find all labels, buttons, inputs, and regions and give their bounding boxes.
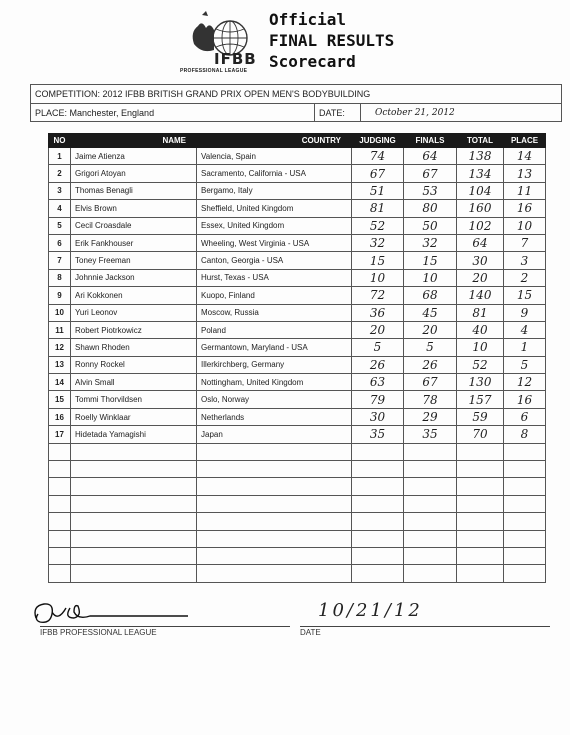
judging-score: 72 [352,287,404,304]
empty-cell [504,478,546,495]
empty-cell [49,547,71,564]
empty-cell [504,461,546,478]
empty-table-row [49,565,546,582]
judging-score: 20 [352,321,404,338]
finals-score: 26 [404,356,457,373]
table-row [49,252,546,269]
header-place: PLACE [504,134,546,148]
finals-score: 50 [404,217,457,234]
empty-cell [457,443,504,460]
judging-score: 67 [352,165,404,182]
empty-cell [49,513,71,530]
row-number: 13 [49,356,71,373]
row-number: 15 [49,391,71,408]
competitor-name: Erik Fankhouser [71,234,197,251]
row-number: 10 [49,304,71,321]
finals-score: 32 [404,234,457,251]
row-number: 16 [49,408,71,425]
competitor-name: Robert Piotrkowicz [71,321,197,338]
empty-cell [71,547,197,564]
header-total: TOTAL [457,134,504,148]
logo-subtext: PROFESSIONAL LEAGUE [180,68,248,74]
empty-table-row [49,461,546,478]
table-row [49,234,546,251]
finals-score: 10 [404,269,457,286]
finals-score: 35 [404,426,457,443]
competitor-name: Toney Freeman [71,252,197,269]
total-score: 30 [457,252,504,269]
finals-score: 68 [404,287,457,304]
empty-cell [71,478,197,495]
empty-cell [404,513,457,530]
empty-table-row [49,495,546,512]
header-finals: FINALS [404,134,457,148]
final-place: 1 [504,339,546,356]
table-row [49,287,546,304]
judging-score: 81 [352,200,404,217]
empty-cell [71,461,197,478]
total-score: 130 [457,374,504,391]
empty-table-row [49,478,546,495]
title-line-2: FINAL RESULTS [269,31,395,50]
total-score: 104 [457,182,504,199]
title-line-1: Official [269,10,347,29]
empty-cell [457,461,504,478]
competitor-name: Alvin Small [71,374,197,391]
row-number: 8 [49,269,71,286]
header-name: NAME [71,134,197,148]
competitor-country: Nottingham, United Kingdom [197,374,352,391]
final-place: 5 [504,356,546,373]
final-place: 9 [504,304,546,321]
empty-cell [457,547,504,564]
header-no: NO [49,134,71,148]
competitor-name: Cecil Croasdale [71,217,197,234]
table-row [49,217,546,234]
empty-cell [504,547,546,564]
total-score: 81 [457,304,504,321]
competitor-country: Sacramento, California - USA [197,165,352,182]
row-number: 14 [49,374,71,391]
competitor-country: Essex, United Kingdom [197,217,352,234]
total-score: 134 [457,165,504,182]
empty-cell [71,513,197,530]
table-row [49,356,546,373]
judging-score: 30 [352,408,404,425]
competitor-country: Japan [197,426,352,443]
competitor-country: Oslo, Norway [197,391,352,408]
final-place: 4 [504,321,546,338]
competitor-name: Thomas Benagli [71,182,197,199]
date-label: DATE: [315,104,361,121]
table-row [49,269,546,286]
judging-score: 51 [352,182,404,199]
page-title [269,9,394,72]
final-place: 14 [504,148,546,165]
empty-cell [197,461,352,478]
finals-score: 53 [404,182,457,199]
competitor-name: Grigori Atoyan [71,165,197,182]
empty-table-row [49,443,546,460]
finals-score: 45 [404,304,457,321]
total-score: 20 [457,269,504,286]
row-number: 9 [49,287,71,304]
empty-cell [504,443,546,460]
final-place: 2 [504,269,546,286]
signature-area [0,590,570,650]
final-place: 11 [504,182,546,199]
row-number: 6 [49,234,71,251]
finals-score: 64 [404,148,457,165]
final-place: 3 [504,252,546,269]
logo-text: IFBB [214,50,257,68]
table-row [49,321,546,338]
row-number: 17 [49,426,71,443]
empty-cell [457,495,504,512]
finals-score: 67 [404,165,457,182]
empty-cell [197,478,352,495]
row-number: 2 [49,165,71,182]
total-score: 64 [457,234,504,251]
row-number: 5 [49,217,71,234]
empty-cell [352,495,404,512]
competitor-country: Valencia, Spain [197,148,352,165]
empty-cell [457,513,504,530]
competition-row [31,85,561,103]
empty-table-row [49,513,546,530]
date-line [300,626,550,627]
total-score: 160 [457,200,504,217]
empty-cell [49,565,71,582]
empty-cell [404,495,457,512]
empty-table-row [49,547,546,564]
empty-cell [352,547,404,564]
competitor-country: Hurst, Texas - USA [197,269,352,286]
empty-cell [404,461,457,478]
table-row [49,304,546,321]
empty-cell [197,513,352,530]
empty-cell [504,565,546,582]
empty-table-row [49,530,546,547]
judging-score: 5 [352,339,404,356]
empty-cell [504,495,546,512]
total-score: 52 [457,356,504,373]
finals-score: 80 [404,200,457,217]
final-place: 13 [504,165,546,182]
empty-cell [49,443,71,460]
competitor-country: Netherlands [197,408,352,425]
empty-cell [352,461,404,478]
results-table [48,133,546,583]
final-place: 16 [504,200,546,217]
signature-line [40,626,290,627]
row-number: 11 [49,321,71,338]
results-body [49,148,546,583]
final-place: 12 [504,374,546,391]
empty-cell [352,513,404,530]
table-row [49,339,546,356]
date-value: October 21, 2012 [375,108,455,118]
competitor-name: Tommi Thorvildsen [71,391,197,408]
final-place: 16 [504,391,546,408]
empty-cell [197,565,352,582]
competition-label: COMPETITION: 2012 IFBB BRITISH GRAND PRIX OPEN MEN'S BODYBUILDING [35,89,371,99]
empty-cell [49,478,71,495]
table-row [49,391,546,408]
judging-score: 36 [352,304,404,321]
total-score: 138 [457,148,504,165]
empty-cell [352,530,404,547]
total-score: 70 [457,426,504,443]
empty-cell [457,478,504,495]
empty-cell [404,565,457,582]
handwritten-signature-icon [30,598,190,628]
handwritten-date: 10/21/12 [318,600,423,621]
empty-cell [71,495,197,512]
table-row [49,148,546,165]
finals-score: 5 [404,339,457,356]
empty-cell [352,443,404,460]
total-score: 40 [457,321,504,338]
finals-score: 15 [404,252,457,269]
final-place: 6 [504,408,546,425]
header-country: COUNTRY [197,134,352,148]
finals-score: 78 [404,391,457,408]
header-judging: JUDGING [352,134,404,148]
competitor-name: Yuri Leonov [71,304,197,321]
competitor-country: Bergamo, Italy [197,182,352,199]
row-number: 4 [49,200,71,217]
empty-cell [71,443,197,460]
total-score: 102 [457,217,504,234]
empty-cell [197,530,352,547]
competitor-country: Illerkirchberg, Germany [197,356,352,373]
total-score: 157 [457,391,504,408]
row-number: 3 [49,182,71,199]
competitor-country: Poland [197,321,352,338]
final-place: 10 [504,217,546,234]
final-place: 8 [504,426,546,443]
competitor-name: Johnnie Jackson [71,269,197,286]
empty-cell [457,530,504,547]
judging-score: 63 [352,374,404,391]
table-row [49,165,546,182]
empty-cell [197,547,352,564]
total-score: 140 [457,287,504,304]
empty-cell [352,478,404,495]
judging-score: 26 [352,356,404,373]
competitor-country: Moscow, Russia [197,304,352,321]
finals-score: 29 [404,408,457,425]
judging-score: 32 [352,234,404,251]
competitor-name: Hidetada Yamagishi [71,426,197,443]
competitor-country: Kuopo, Finland [197,287,352,304]
competitor-country: Wheeling, West Virginia - USA [197,234,352,251]
judging-score: 74 [352,148,404,165]
finals-score: 67 [404,374,457,391]
empty-cell [404,443,457,460]
empty-cell [197,495,352,512]
judging-score: 35 [352,426,404,443]
empty-cell [404,530,457,547]
judging-score: 10 [352,269,404,286]
table-row [49,200,546,217]
empty-cell [71,565,197,582]
final-place: 7 [504,234,546,251]
league-label: IFBB PROFESSIONAL LEAGUE [40,628,157,637]
competition-info-box [30,84,562,122]
empty-cell [504,530,546,547]
empty-cell [49,461,71,478]
competitor-country: Sheffield, United Kingdom [197,200,352,217]
judging-score: 79 [352,391,404,408]
total-score: 59 [457,408,504,425]
competitor-name: Elvis Brown [71,200,197,217]
competitor-name: Ari Kokkonen [71,287,197,304]
empty-cell [197,443,352,460]
empty-cell [404,547,457,564]
competitor-name: Ronny Rockel [71,356,197,373]
empty-cell [457,565,504,582]
title-line-3: Scorecard [269,52,356,71]
table-row [49,426,546,443]
empty-cell [49,495,71,512]
table-row [49,408,546,425]
footer-date-label: DATE [300,628,321,637]
row-number: 12 [49,339,71,356]
total-score: 10 [457,339,504,356]
table-row [49,182,546,199]
place-label: PLACE: Manchester, England [31,104,315,121]
empty-cell [504,513,546,530]
empty-cell [404,478,457,495]
empty-cell [352,565,404,582]
competitor-name: Shawn Rhoden [71,339,197,356]
competitor-name: Roelly Winklaar [71,408,197,425]
table-header-row [49,134,546,148]
competitor-country: Germantown, Maryland - USA [197,339,352,356]
empty-cell [49,530,71,547]
empty-cell [71,530,197,547]
judging-score: 15 [352,252,404,269]
judging-score: 52 [352,217,404,234]
competitor-name: Jaime Atienza [71,148,197,165]
row-number: 1 [49,148,71,165]
header [0,0,570,80]
competitor-country: Canton, Georgia - USA [197,252,352,269]
table-row [49,374,546,391]
finals-score: 20 [404,321,457,338]
place-date-row [31,103,561,121]
final-place: 15 [504,287,546,304]
row-number: 7 [49,252,71,269]
